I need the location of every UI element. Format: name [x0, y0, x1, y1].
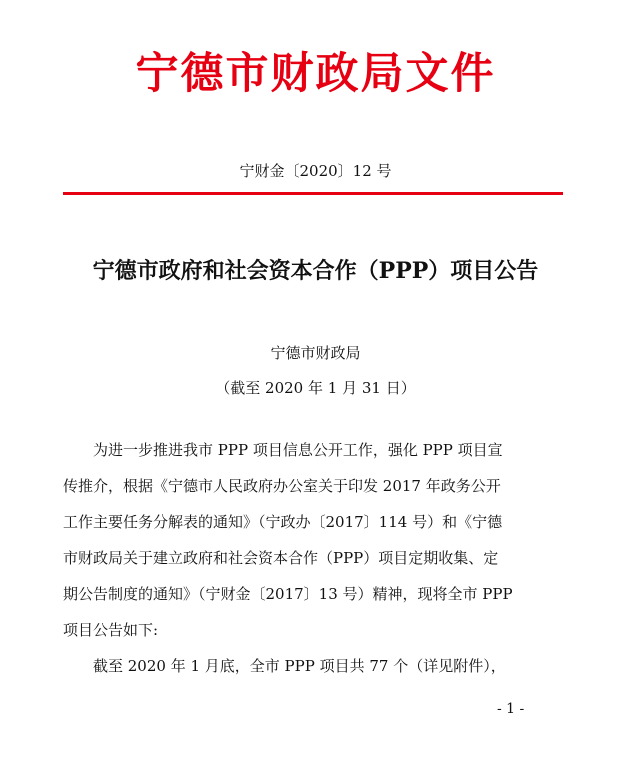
body-text — [63, 432, 569, 684]
document-title: 宁德市政府和社会资本合作（PPP）项目公告 — [92, 258, 539, 284]
issuer-name: 宁德市财政局 — [270, 344, 361, 362]
page-number: - 1 - — [497, 701, 525, 717]
as-of-date: （截至 2020 年 1 月 31 日） — [215, 379, 416, 397]
body-line: 工作主要任务分解表的通知》（宁政办〔2017〕114 号）和《宁德 — [63, 513, 503, 531]
body-line: 市财政局关于建立政府和社会资本合作（PPP）项目定期收集、定 — [63, 549, 499, 567]
body-line: 期公告制度的通知》（宁财金〔2017〕13 号）精神，现将全市 PPP — [63, 585, 513, 603]
body-line: 为进一步推进我市 PPP 项目信息公开工作，强化 PPP 项目宣 — [63, 441, 503, 459]
body-line: 项目公告如下: — [63, 621, 159, 639]
body-line: 截至 2020 年 1 月底，全市 PPP 项目共 77 个（详见附件）， — [63, 657, 506, 675]
masthead-title: 宁德市财政局文件 — [135, 49, 496, 99]
body-line: 传推介，根据《宁德市人民政府办公室关于印发 2017 年政务公开 — [63, 477, 501, 495]
red-separator-line — [63, 192, 563, 195]
document-number: 宁财金〔2020〕12 号 — [239, 162, 392, 180]
